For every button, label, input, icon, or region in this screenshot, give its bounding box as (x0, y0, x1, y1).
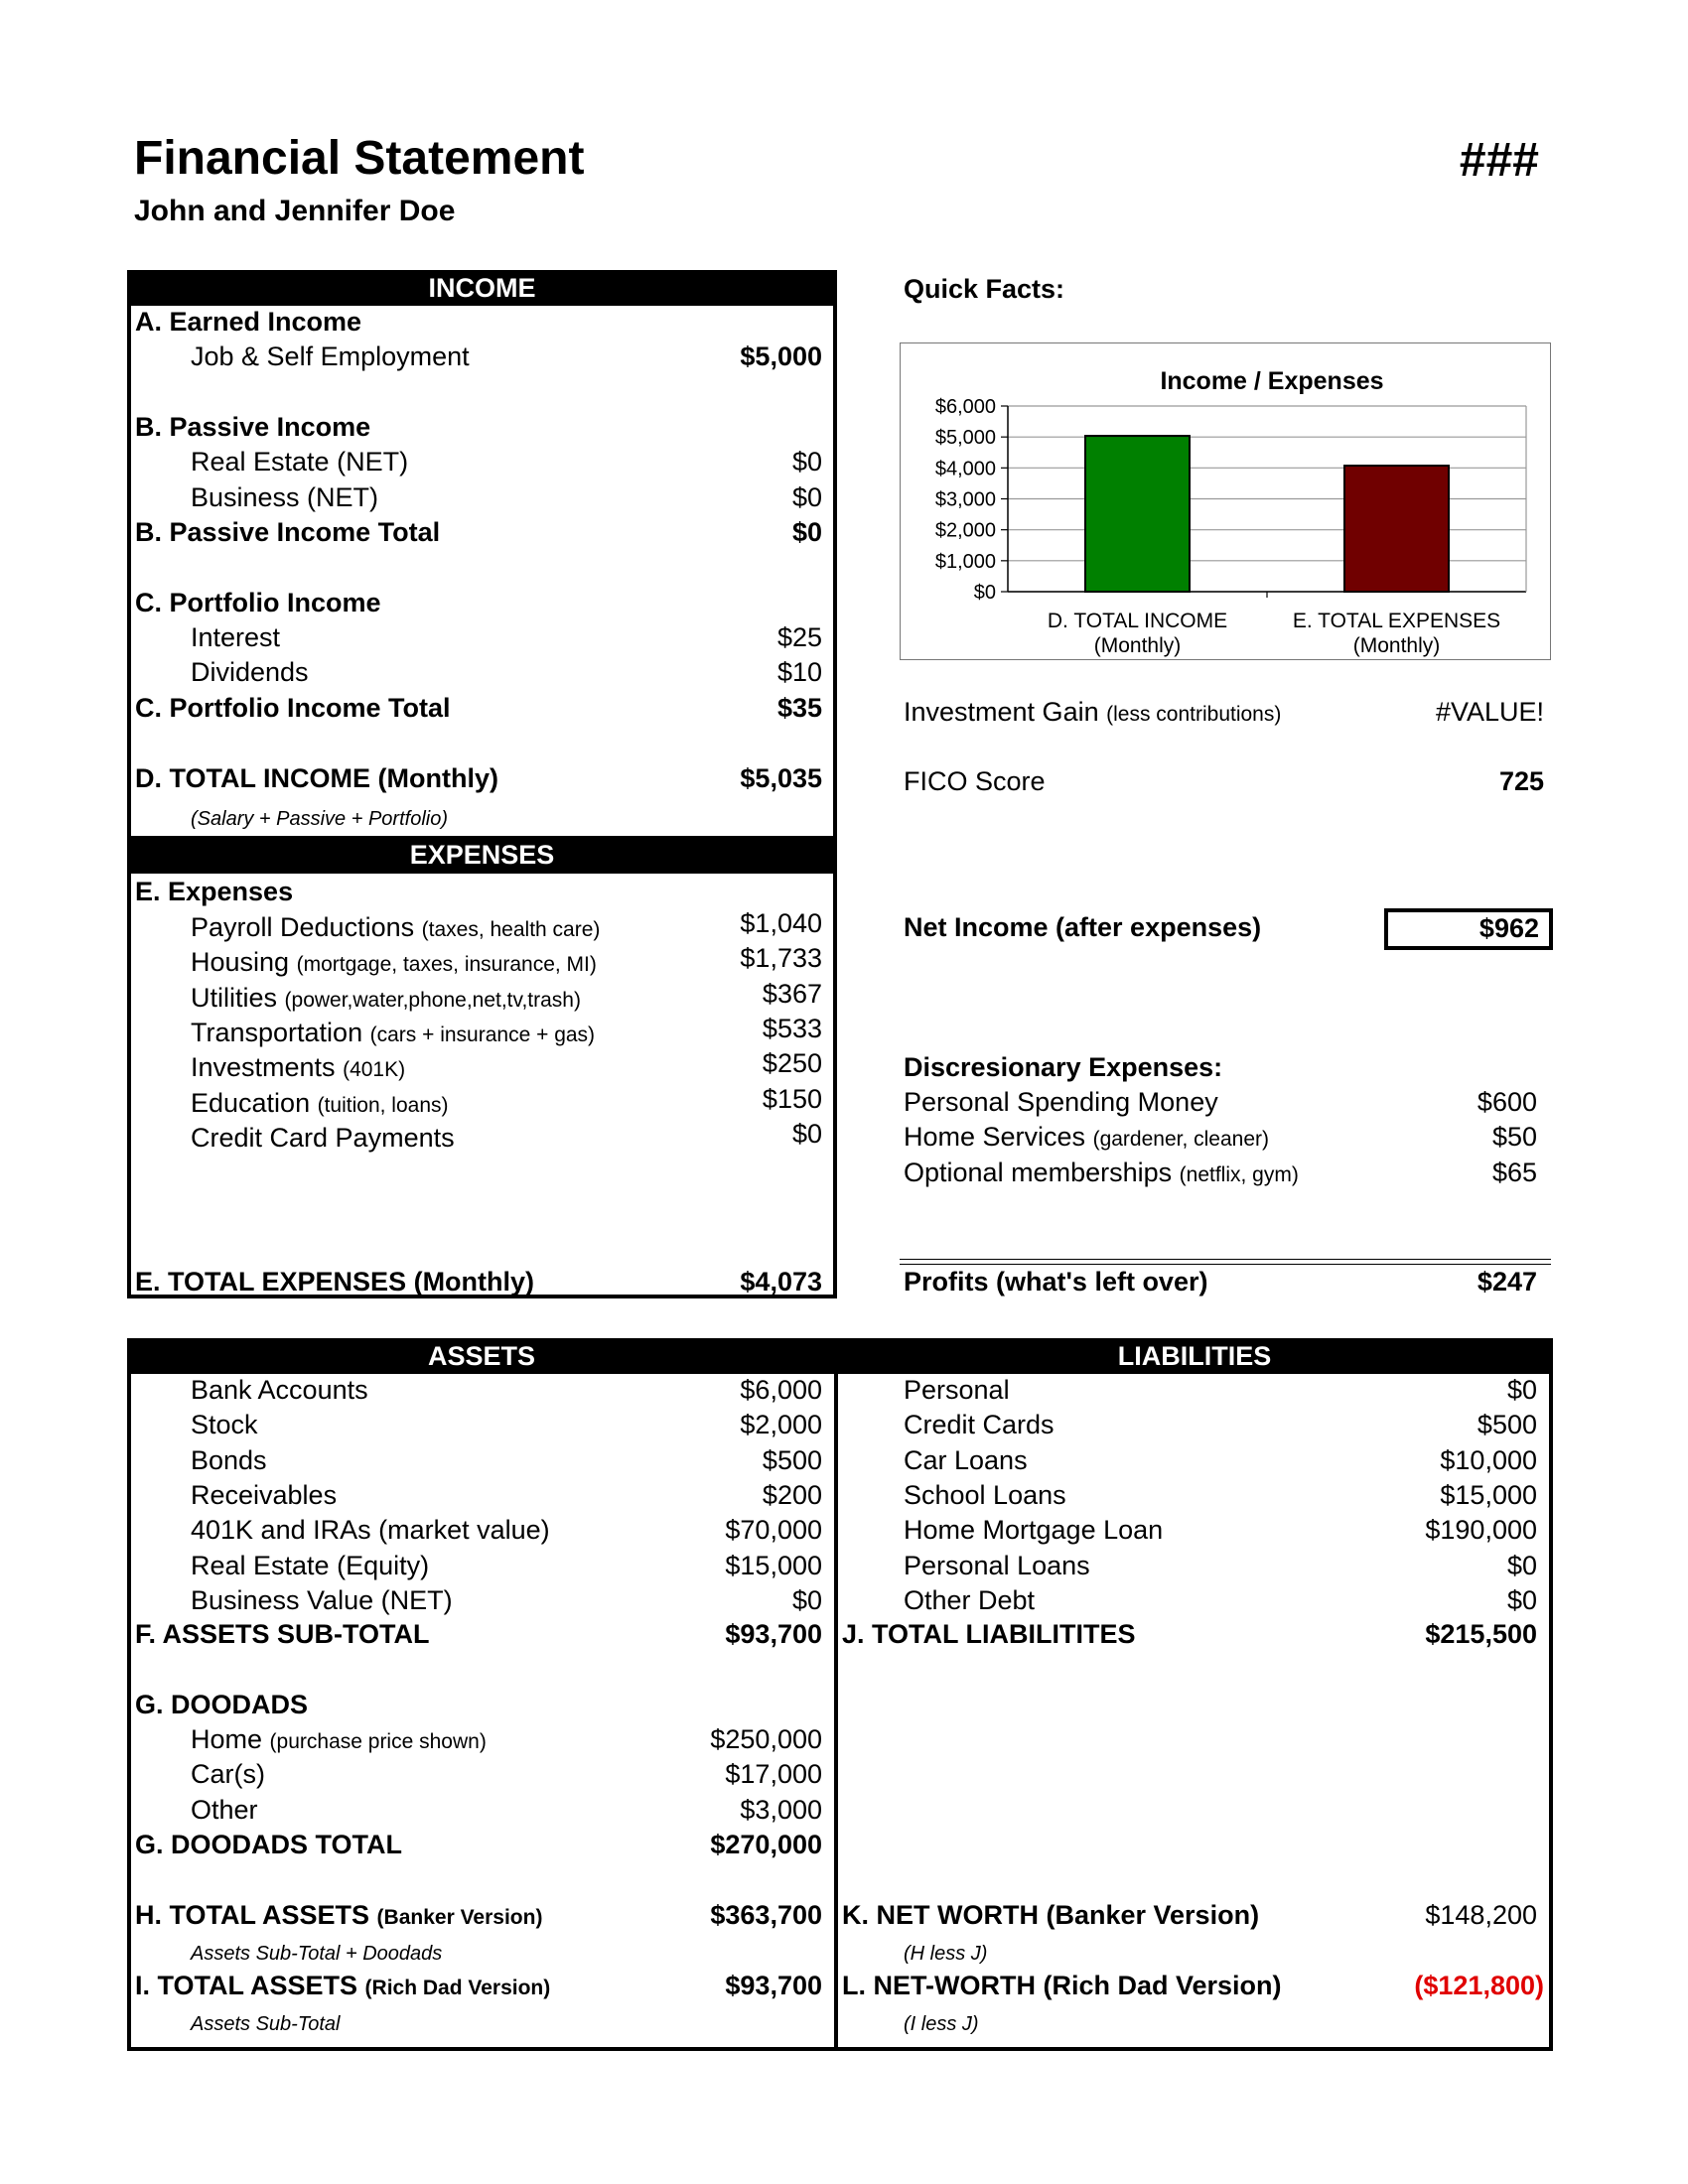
profit-rule-top (900, 1259, 1551, 1260)
chart-category-sublabel: (Monthly) (1093, 634, 1182, 657)
total-assets-richdad-note: Assets Sub-Total (191, 2013, 341, 2035)
expense-item (191, 945, 597, 982)
assets-heading: ASSETS (127, 1338, 836, 1374)
liability-item-value: $0 (1506, 1584, 1537, 1615)
expense-item-value: $533 (762, 1013, 822, 1043)
fico-label: FICO Score (904, 766, 1046, 796)
net-worth-banker-note: (H less J) (904, 1943, 988, 1965)
discretionary-item (904, 1156, 1299, 1192)
asset-item-value: $500 (762, 1444, 822, 1475)
expense-item (191, 981, 581, 1018)
expense-item-value: $367 (762, 978, 822, 1009)
liability-item-label: Other Debt (904, 1584, 1036, 1615)
expense-item-value: $1,733 (740, 943, 822, 974)
expense-item (191, 1016, 595, 1052)
chart-ytick-label: $6,000 (934, 396, 996, 418)
investment-gain-label: Investment Gain (less contributions) (904, 697, 1282, 727)
profits-label: Profits (what's left over) (904, 1267, 1208, 1297)
doodad-item-note: (purchase price shown) (269, 1730, 487, 1753)
real-estate-value: $0 (791, 447, 822, 477)
expense-item-value: $0 (791, 1118, 822, 1149)
expense-item-note: (cars + insurance + gas) (369, 1023, 596, 1046)
interest-label: Interest (191, 622, 281, 652)
liability-item-label: Credit Cards (904, 1410, 1055, 1440)
expense-item-note: (power,water,phone,net,tv,trash) (284, 988, 581, 1012)
chart-category-sublabel: (Monthly) (1352, 634, 1441, 657)
expense-item-note: (mortgage, taxes, insurance, MI) (296, 953, 597, 977)
job-value: $5,000 (740, 341, 822, 371)
passive-income-label: B. Passive Income (135, 412, 371, 442)
business-label: Business (NET) (191, 482, 379, 512)
net-worth-richdad-label: L. NET-WORTH (Rich Dad Version) (842, 1971, 1282, 2000)
doodad-item-label: Other (191, 1794, 258, 1825)
asset-item-value: $6,000 (740, 1375, 822, 1405)
asset-item-value: $200 (762, 1479, 822, 1510)
expense-item-note: (401K) (343, 1058, 406, 1082)
balance-divider (834, 1338, 838, 2051)
asset-item-value: $70,000 (725, 1515, 822, 1546)
liability-item-label: Personal (904, 1375, 1010, 1405)
chart-svg (901, 343, 1549, 658)
dividends-label: Dividends (191, 657, 309, 687)
total-assets-richdad-value: $93,700 (725, 1971, 822, 2000)
chart-ytick-label: $3,000 (934, 488, 996, 511)
discretionary-item-label: Home Services (904, 1122, 1086, 1153)
interest-value: $25 (776, 622, 822, 652)
business-value: $0 (791, 482, 822, 512)
chart-ytick-label: $0 (973, 582, 996, 604)
quick-facts-heading: Quick Facts: (904, 274, 1065, 304)
total-expenses-label: E. TOTAL EXPENSES (Monthly) (135, 1267, 535, 1297)
chart-title: Income / Expenses (1160, 367, 1384, 395)
assets-subtotal-label: F. ASSETS SUB-TOTAL (135, 1619, 430, 1649)
doodad-item (191, 1793, 258, 1827)
net-worth-banker-label: K. NET WORTH (Banker Version) (842, 1900, 1260, 1930)
expense-item-label: Credit Card Payments (191, 1122, 455, 1153)
net-worth-richdad-note: (I less J) (904, 2013, 979, 2035)
total-assets-banker-label: H. TOTAL ASSETS (Banker Version) (135, 1900, 543, 1930)
total-income-value: $5,035 (740, 763, 822, 793)
doodad-item-value: $3,000 (740, 1794, 822, 1825)
assets-subtotal-value: $93,700 (725, 1619, 822, 1649)
dividends-value: $10 (776, 657, 822, 687)
doodads-label: G. DOODADS (135, 1690, 309, 1719)
real-estate-label: Real Estate (NET) (191, 447, 409, 477)
passive-total-value: $0 (791, 517, 822, 547)
net-worth-richdad-value: ($121,800) (1414, 1971, 1544, 2000)
expense-item-label: Payroll Deductions (191, 912, 415, 942)
liabilities-heading: LIABILITIES (836, 1338, 1553, 1374)
net-income-value: $962 (1384, 908, 1553, 950)
page-subtitle: John and Jennifer Doe (134, 195, 456, 227)
liability-item-value: $500 (1477, 1410, 1537, 1440)
page-title: Financial Statement (134, 132, 585, 185)
asset-item-label: 401K and IRAs (market value) (191, 1515, 550, 1546)
liability-item-label: Home Mortgage Loan (904, 1515, 1164, 1546)
total-assets-banker-value: $363,700 (710, 1900, 822, 1930)
asset-item-label: Business Value (NET) (191, 1584, 453, 1615)
discretionary-heading: Discresionary Expenses: (904, 1052, 1223, 1082)
asset-item-label: Receivables (191, 1479, 338, 1510)
income-expenses-chart (900, 342, 1551, 660)
doodad-item-value: $250,000 (710, 1724, 822, 1754)
liability-item-value: $10,000 (1440, 1444, 1537, 1475)
income-heading: INCOME (127, 270, 837, 306)
expense-item-note: (taxes, health care) (421, 918, 601, 941)
chart-bar (1344, 466, 1449, 592)
corner-marker: ### (1459, 134, 1539, 187)
portfolio-total-label: C. Portfolio Income Total (135, 693, 451, 723)
total-assets-richdad-label: I. TOTAL ASSETS (Rich Dad Version) (135, 1971, 551, 2000)
doodad-item (191, 1757, 265, 1791)
liability-item-label: Personal Loans (904, 1550, 1090, 1580)
chart-category-label: D. TOTAL INCOME (1047, 610, 1228, 632)
doodad-item-label: Home (191, 1724, 263, 1754)
asset-item-label: Stock (191, 1410, 258, 1440)
investment-gain-value: #VALUE! (1435, 697, 1544, 727)
discretionary-item-label: Optional memberships (904, 1157, 1173, 1187)
expense-item-label: Education (191, 1087, 311, 1118)
doodads-total-value: $270,000 (710, 1830, 822, 1859)
expense-item-value: $150 (762, 1083, 822, 1114)
expense-item-value: $250 (762, 1048, 822, 1079)
job-label: Job & Self Employment (191, 341, 470, 371)
chart-ytick-label: $2,000 (934, 519, 996, 542)
chart-ytick-label: $5,000 (934, 427, 996, 450)
liability-item-value: $0 (1506, 1375, 1537, 1405)
profits-value: $247 (1477, 1267, 1537, 1297)
net-income-label: Net Income (after expenses) (904, 912, 1262, 942)
discretionary-item-value: $600 (1477, 1087, 1537, 1117)
asset-item-value: $15,000 (725, 1550, 822, 1580)
doodad-item-label: Car(s) (191, 1759, 265, 1790)
discretionary-item-value: $50 (1491, 1122, 1537, 1153)
expense-item-label: Utilities (191, 982, 278, 1013)
expense-item-label: Transportation (191, 1017, 363, 1047)
expense-item-label: Investments (191, 1052, 336, 1083)
expense-item (191, 1086, 449, 1123)
total-income-note: (Salary + Passive + Portfolio) (191, 808, 448, 830)
portfolio-total-value: $35 (776, 693, 822, 723)
portfolio-income-label: C. Portfolio Income (135, 588, 381, 617)
earned-income-label: A. Earned Income (135, 307, 362, 337)
asset-item-value: $0 (791, 1584, 822, 1615)
liability-item-value: $0 (1506, 1550, 1537, 1580)
expenses-heading: EXPENSES (127, 836, 837, 874)
discretionary-item-label: Personal Spending Money (904, 1087, 1218, 1117)
doodads-total-label: G. DOODADS TOTAL (135, 1830, 402, 1859)
asset-item-label: Bank Accounts (191, 1375, 368, 1405)
total-assets-banker-note: Assets Sub-Total + Doodads (191, 1943, 443, 1965)
liability-item-label: Car Loans (904, 1444, 1028, 1475)
total-liabilities-label: J. TOTAL LIABILITITES (842, 1619, 1136, 1649)
liability-item-value: $15,000 (1440, 1479, 1537, 1510)
asset-item-label: Bonds (191, 1444, 267, 1475)
doodad-item (191, 1722, 487, 1759)
expense-item (191, 910, 600, 947)
discretionary-item (904, 1120, 1269, 1157)
total-liabilities-value: $215,500 (1425, 1619, 1537, 1649)
expense-item-note: (tuition, loans) (317, 1093, 449, 1117)
net-worth-banker-value: $148,200 (1425, 1900, 1537, 1930)
discretionary-item (904, 1085, 1218, 1119)
asset-item-label: Real Estate (Equity) (191, 1550, 430, 1580)
doodad-item-value: $17,000 (725, 1759, 822, 1790)
discretionary-item-note: (gardener, cleaner) (1092, 1128, 1270, 1152)
chart-bar (1085, 436, 1190, 592)
liability-item-label: School Loans (904, 1479, 1066, 1510)
expense-item-value: $1,040 (740, 908, 822, 938)
total-income-label: D. TOTAL INCOME (Monthly) (135, 763, 498, 793)
liability-item-value: $190,000 (1425, 1515, 1537, 1546)
total-expenses-value: $4,073 (740, 1267, 822, 1297)
expense-item (191, 1121, 455, 1155)
chart-ytick-label: $4,000 (934, 458, 996, 480)
expense-item (191, 1050, 405, 1087)
fico-value: 725 (1498, 766, 1544, 796)
discretionary-item-value: $65 (1491, 1157, 1537, 1187)
discretionary-item-note: (netflix, gym) (1179, 1162, 1299, 1186)
asset-item-value: $2,000 (740, 1410, 822, 1440)
expenses-label: E. Expenses (135, 877, 294, 906)
passive-total-label: B. Passive Income Total (135, 517, 441, 547)
chart-category-label: E. TOTAL EXPENSES (1292, 610, 1501, 632)
chart-ytick-label: $1,000 (934, 550, 996, 573)
expense-item-label: Housing (191, 947, 290, 978)
